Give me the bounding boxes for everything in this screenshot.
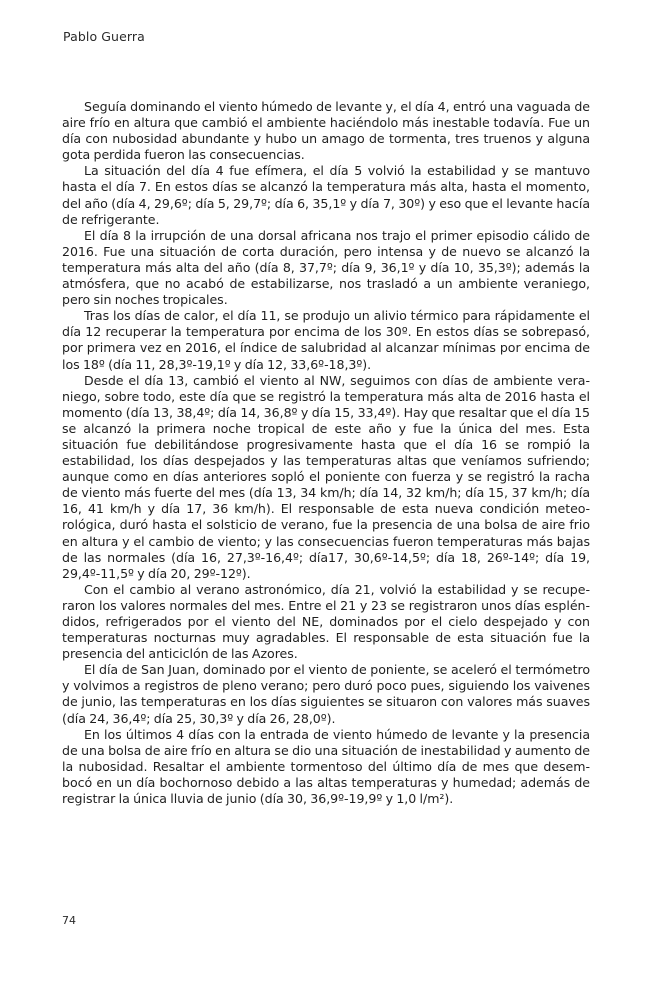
paragraph: Seguía dominando el viento húmedo de levante y, el día 4, entró una vaguada de aire frío en altura que cambió el ambiente haciéndolo más inestable todavía. Fue un día con nubosidad abundante y hubo un amago de tormenta, tres truenos y alguna gota perdida fueron las consecuencias.	[62, 99, 590, 163]
page-number: 74	[62, 914, 76, 927]
paragraph: El día de San Juan, dominado por el viento de poniente, se aceleró el termómetro y volvimos a registros de pleno verano; pero duró poco pues, siguiendo los vaivenes de junio, las temperaturas en los días siguientes se situaron con valores más suaves (día 24, 36,4º; día 25, 30,3º y día 26, 28,0º).	[62, 662, 590, 726]
paragraph: Tras los días de calor, el día 11, se produjo un alivio térmico para rápidamente el día 12 recuperar la temperatura por encima de los 30º. En estos días se sobrepasó, por primera vez en 2016, el índice de salubridad al alcanzar mínimas por encima de los 18º (día 11, 28,3º-19,1º y día 12, 33,6º-18,3º).	[62, 308, 590, 372]
paragraph: Con el cambio al verano astronómico, día 21, volvió la estabilidad y se recuperaron los valores normales del mes. Entre el 21 y 23 se registraron unos días espléndidos, refrigerados por el viento del NE, dominados por el cielo despejado y con temperaturas nocturnas muy agradables. El responsable de esta situación fue la presencia del anticiclón de las Azores.	[62, 581, 590, 662]
paragraph: La situación del día 4 fue efímera, el día 5 volvió la estabilidad y se mantuvo hasta el día 7. En estos días se alcanzó la temperatura más alta, hasta el momento, del año (día 4, 29,6º; día 5, 29,7º; día 6, 35,1º y día 7, 30º) y eso que el levante hacía de refrigerante.	[62, 163, 590, 227]
running-head: Pablo Guerra	[63, 29, 145, 44]
paragraph: En los últimos 4 días con la entrada de viento húmedo de levante y la presencia de una bolsa de aire frío en altura se dio una situación de inestabilidad y aumento de la nubosidad. Resaltar el ambiente tormentoso del último día de mes que desembocó en un día bochornoso debido a las altas temperaturas y humedad; además de registrar la única lluvia de junio (día 30, 36,9º-19,9º y 1,0 l/m²).	[62, 726, 590, 807]
body-text	[62, 99, 590, 807]
paragraph: El día 8 la irrupción de una dorsal africana nos trajo el primer episodio cálido de 2016. Fue una situación de corta duración, pero intensa y de nuevo se alcanzó la temperatura más alta del año (día 8, 37,7º; día 9, 36,1º y día 10, 35,3º); además la atmósfera, que no acabó de estabilizarse, nos trasladó a un ambiente veraniego, pero sin noches tropicales.	[62, 227, 590, 308]
paragraph: Desde el día 13, cambió el viento al NW, seguimos con días de ambiente veraniego, sobre todo, este día que se registró la temperatura más alta de 2016 hasta el momento (día 13, 38,4º; día 14, 36,8º y día 15, 33,4º). Hay que resaltar que el día 15 se alcanzó la primera noche tropical de este año y fue la única del mes. Esta situación fue debilitándose progresivamente hasta que el día 16 se rompió la estabilidad, los días despejados y las temperaturas altas que veníamos sufriendo; aunque como en días anteriores sopló el poniente con fuerza y se registró la racha de viento más fuerte del mes (día 13, 34 km/h; día 14, 32 km/h; día 15, 37 km/h; día 16, 41 km/h y día 17, 36 km/h). El responsable de esta nueva condición meteorológica, duró hasta el solsticio de verano, fue la presencia de una bolsa de aire frio en altura y el cambio de viento; y las consecuencias fueron temperaturas más bajas de las normales (día 16, 27,3º-16,4º; día17, 30,6º-14,5º; día 18, 26º-14º; día 19, 29,4º-11,5º y día 20, 29º-12º).	[62, 372, 590, 581]
